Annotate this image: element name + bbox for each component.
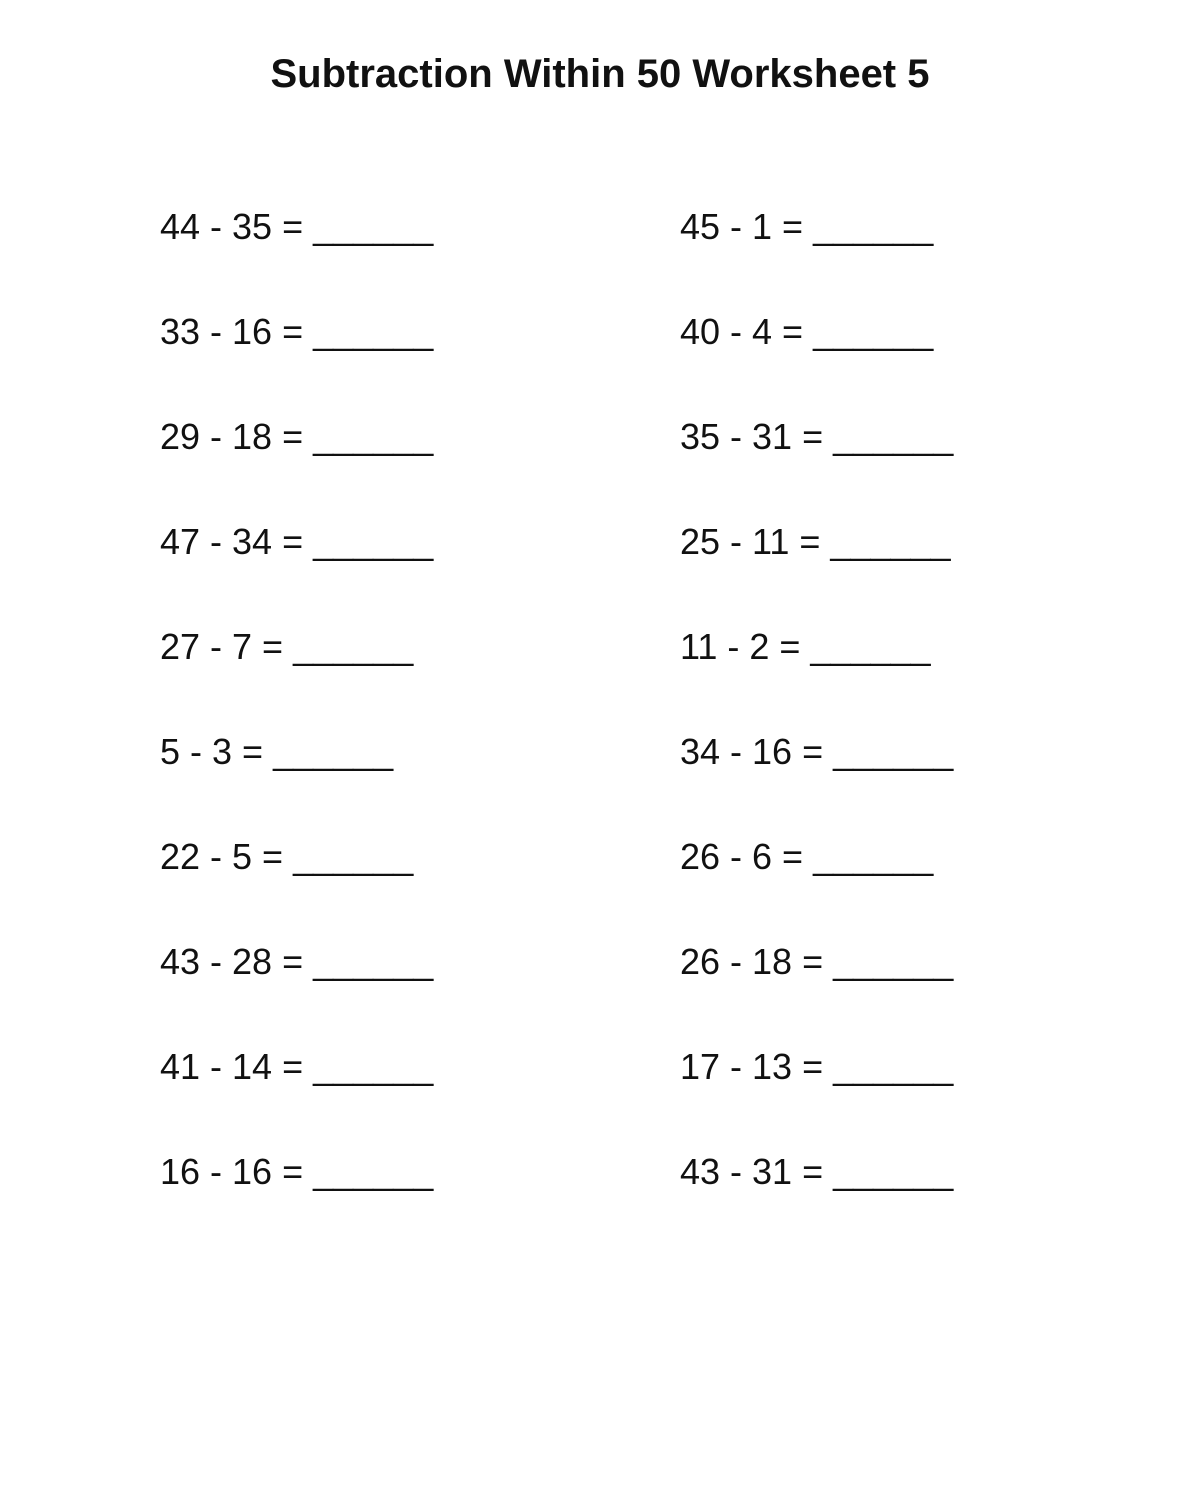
problem-12: 34 - 16 = ______ (680, 731, 954, 772)
problem-4: 40 - 4 = ______ (680, 311, 934, 352)
problem-6: 35 - 31 = ______ (680, 416, 954, 457)
problem-1: 44 - 35 = ______ (160, 206, 434, 247)
problem-8: 25 - 11 = ______ (680, 521, 951, 562)
problem-20: 43 - 31 = ______ (680, 1151, 954, 1192)
problem-9: 27 - 7 = ______ (160, 626, 414, 667)
problem-5: 29 - 18 = ______ (160, 416, 434, 457)
problem-19: 16 - 16 = ______ (160, 1151, 434, 1192)
problem-13: 22 - 5 = ______ (160, 836, 414, 877)
problem-2: 45 - 1 = ______ (680, 206, 934, 247)
problem-11: 5 - 3 = ______ (160, 731, 394, 772)
problem-10: 11 - 2 = ______ (680, 626, 931, 667)
problem-3: 33 - 16 = ______ (160, 311, 434, 352)
problem-7: 47 - 34 = ______ (160, 521, 434, 562)
problem-15: 43 - 28 = ______ (160, 941, 434, 982)
problem-14: 26 - 6 = ______ (680, 836, 934, 877)
problem-18: 17 - 13 = ______ (680, 1046, 954, 1087)
problem-grid (160, 203, 1060, 1253)
problem-17: 41 - 14 = ______ (160, 1046, 434, 1087)
worksheet-title: Subtraction Within 50 Worksheet 5 (270, 52, 930, 96)
problem-16: 26 - 18 = ______ (680, 941, 954, 982)
